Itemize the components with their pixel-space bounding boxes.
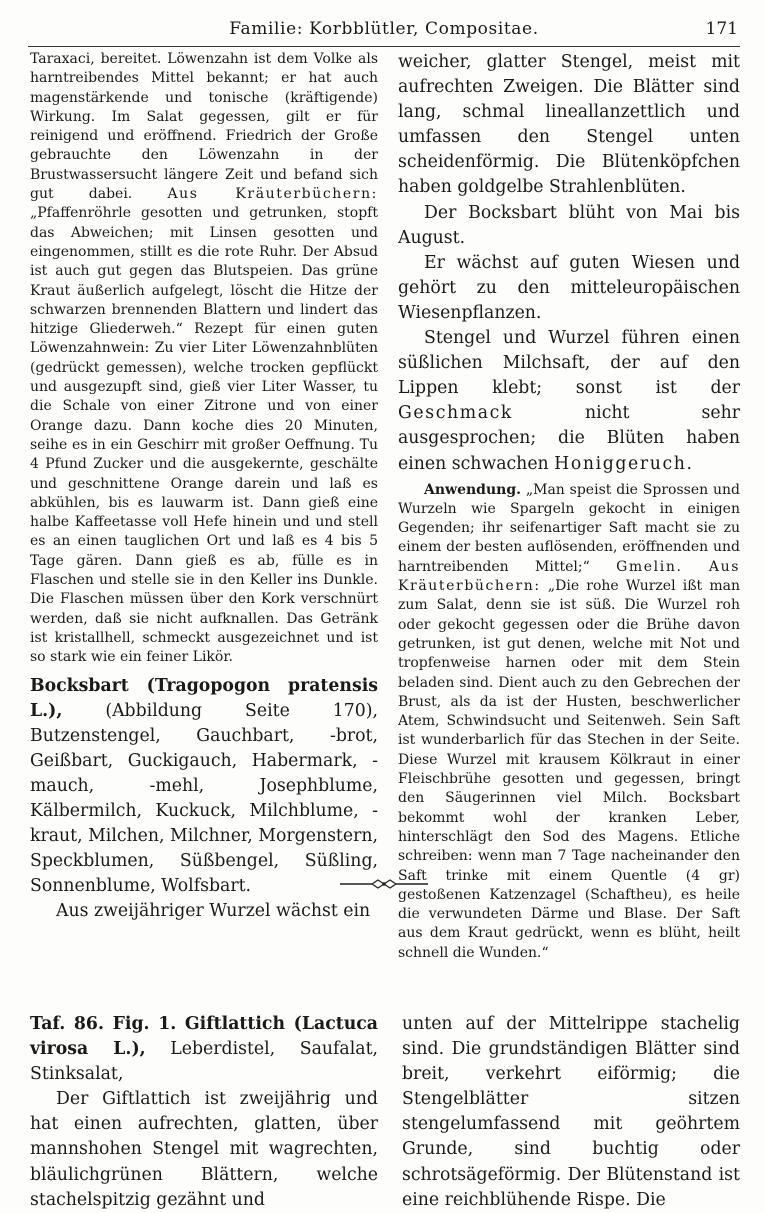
right-column xyxy=(398,50,740,963)
anwendung-paragraph xyxy=(398,481,740,963)
recipe-paragraph: Taraxaci, bereitet. Löwenzahn ist dem Volke als harntreibendes Mittel bekannt; er hat auch magenstärkende und tonische (kräftigende) Wirkung. Im Salat gegessen, gilt er für reinigend und eröffnend. Friedrich der Große gebrauchte den Löwenzahn in der Brustwassersucht längere Zeit und befand sich gut dabei. xyxy=(30,51,378,203)
running-title: Familie: Korbblütler, Compositae. xyxy=(229,19,539,39)
giftlattich-title: Taf. 86. Fig. 1. Giftlattich (Lactuca virosa L.), xyxy=(30,1014,378,1060)
bocksbart-wurzel: Aus zweijähriger Wurzel wächst ein xyxy=(56,901,371,922)
bluet-paragraph: Der Bocksbart blüht von Mai bis August. xyxy=(398,202,740,248)
giftlattich-paragraph xyxy=(30,1012,378,1087)
section-divider-ornament xyxy=(338,877,430,891)
milch-text-2: nicht sehr ausgesprochen; die Blüten haben einen schwachen xyxy=(398,403,740,474)
page-number: 171 xyxy=(705,19,738,39)
stengel-paragraph: weicher, glatter Stengel, meist mit aufrechten Zweigen. Die Blätter sind lang, schmal lineallanzettlich und umfassen den Stengel unten scheidenförmig. Die Blütenköpfchen haben goldgelbe Strahlenblüten. xyxy=(398,52,740,198)
bocksbart-title: Bocksbart (Tragopogon pratensis L.), xyxy=(30,675,378,721)
herbal-quote: „Pfaffenröhrle gesotten und getrunken, stopft das Abweichen; mit Linsen gesotten und eingenommen, stillt es die rote Ruhr. Der Absud ist auch gut gegen das Blutspeien. Das grüne Kraut äußerlich aufgelegt, löscht die Hitze der schwarzen brennenden Blattern und lindert das hitzige Gliederweh.“ Rezept für einen guten Löwenzahnwein: Zu vier Liter Löwenzahnblüten (gedrückt gemessen), welche trocken gepflückt und ausgezupft sind, gieß vier Liter Wasser, tu die Schale von einer Zitrone und von einer Orange dazu. Dann koche dies 20 Minuten, seihe es in ein Geschirr mit großer Oeffnung. Tu 4 Pfund Zucker und die ausgekernte, geschälte und geschnittene Orange darein und laß es abkühlen, bis es lauwarm ist. Dann gieß eine halbe Kaffeetasse voll Hefe hinein und und stell es an einen tauglichen Ort und laß es 4 bis 5 Tage gären. Dann gieß es ab, fülle es in Flaschen und stelle sie in den Keller ins Dunkle. Die Flaschen müssen über den Kork verschnürt werden, daß sie nicht aufknallen. Das Getränk ist kristallhell, schmeckt ausgezeichnet und ist so stark wie ein feiner Likör. xyxy=(30,205,378,666)
giftlattich-synonyms: Leberdistel, Saufalat, Stinksalat, xyxy=(30,1039,379,1085)
anwendung-text-2: „Die rohe Wurzel ißt man zum Salat, denn sie ist süß. Die Wurzel roh oder gekocht gegessen oder die Brühe davon getrunken, ist gut denen, welche mit Not und tropfenweise harnen oder mit dem Stein beladen sind. Dient auch zu den Gebrechen der Brust, als da ist der Husten, beschwerlicher Atem, Schwindsucht und Seitenweh. Sein Saft ist wunderbarlich für das Stechen in der Seite. Diese Wurzel mit krausem Kölkraut in einer Fleischbrühe gesotten und gegessen, bringt den Säugerinnen viel Milch. Bocksbart bekommt wohl der kranken Leber, hinterschlägt den Sod des Magens. Etliche schreiben: wenn man 7 Tage nacheinander den Saft trinke mit einem Quentle (4 gr) gestoßenen Katzenzagel (Schaftheu), es heile die verwundeten Därme und Blase. Der Saft aus dem Kraut gedrückt, wenn es blüht, heilt schnell die Wunden.“ xyxy=(398,578,740,961)
gmelin-label: Gmelin. xyxy=(616,558,683,575)
milchsaft-paragraph xyxy=(398,326,740,477)
bottom-left-column xyxy=(30,1012,378,1213)
anwendung-label: Anwendung. xyxy=(424,481,521,498)
anwendung-text-1: „Man speist die Sprossen und Wurzeln wie Spargeln gekocht in einigen Gegenden; ihr seifenartiger Saft macht sie zu einem der besten auflösenden, eröffnenden und harntreibenden Mittel;“ xyxy=(398,481,740,575)
milch-text-1: Stengel und Wurzel führen einen süßlichen Milchsaft, der auf den Lippen klebt; sonst ist der xyxy=(398,328,740,399)
geschmack-label: Geschmack xyxy=(398,403,513,424)
page-header xyxy=(28,10,740,47)
kraeuterbuecher-label-right: Aus Kräuterbüchern: xyxy=(398,558,740,595)
bocksbart-heading-paragraph xyxy=(30,674,378,900)
bocksbart-synonyms: (Abbildung Seite 170), Butzenstengel, Gauchbart, -brot, Geißbart, Guckigauch, Habermark, -mauch, -mehl, Josephblume, Kälbermilch, Kuckuck, Milchblume, -kraut, Milchen, Milchner, Morgenstern, Speckblumen, Süßbengel, Süßling, Sonnenblume, Wolfsbart. xyxy=(30,700,378,897)
kraeuterbuecher-label: Aus Kräuterbüchern: xyxy=(167,186,379,203)
honiggeruch-label: Honiggeruch. xyxy=(554,453,694,474)
bottom-right-column xyxy=(402,1012,740,1213)
left-column xyxy=(30,50,378,924)
waechst-paragraph: Er wächst auf guten Wiesen und gehört zu den mitteleuropäischen Wiesenpflanzen. xyxy=(398,252,740,323)
giftlattich-continuation: unten auf der Mittelrippe stachelig sind. Die grundständigen Blätter sind breit, verkehrt eiförmig; die Stengelblätter sitzen stengelumfassend mit geöhrtem Grunde, sind buchtig oder schrotsägeförmig. Der Blütenstand ist eine reichblühende Rispe. Die xyxy=(402,1014,740,1210)
body-paragraph xyxy=(30,50,378,668)
giftlattich-text: Der Giftlattich ist zweijährig und hat einen aufrechten, glatten, über mannshohen Stengel mit wagrechten, bläulichgrünen Blättern, welche stachelspitzig gezähnt und xyxy=(30,1089,378,1210)
